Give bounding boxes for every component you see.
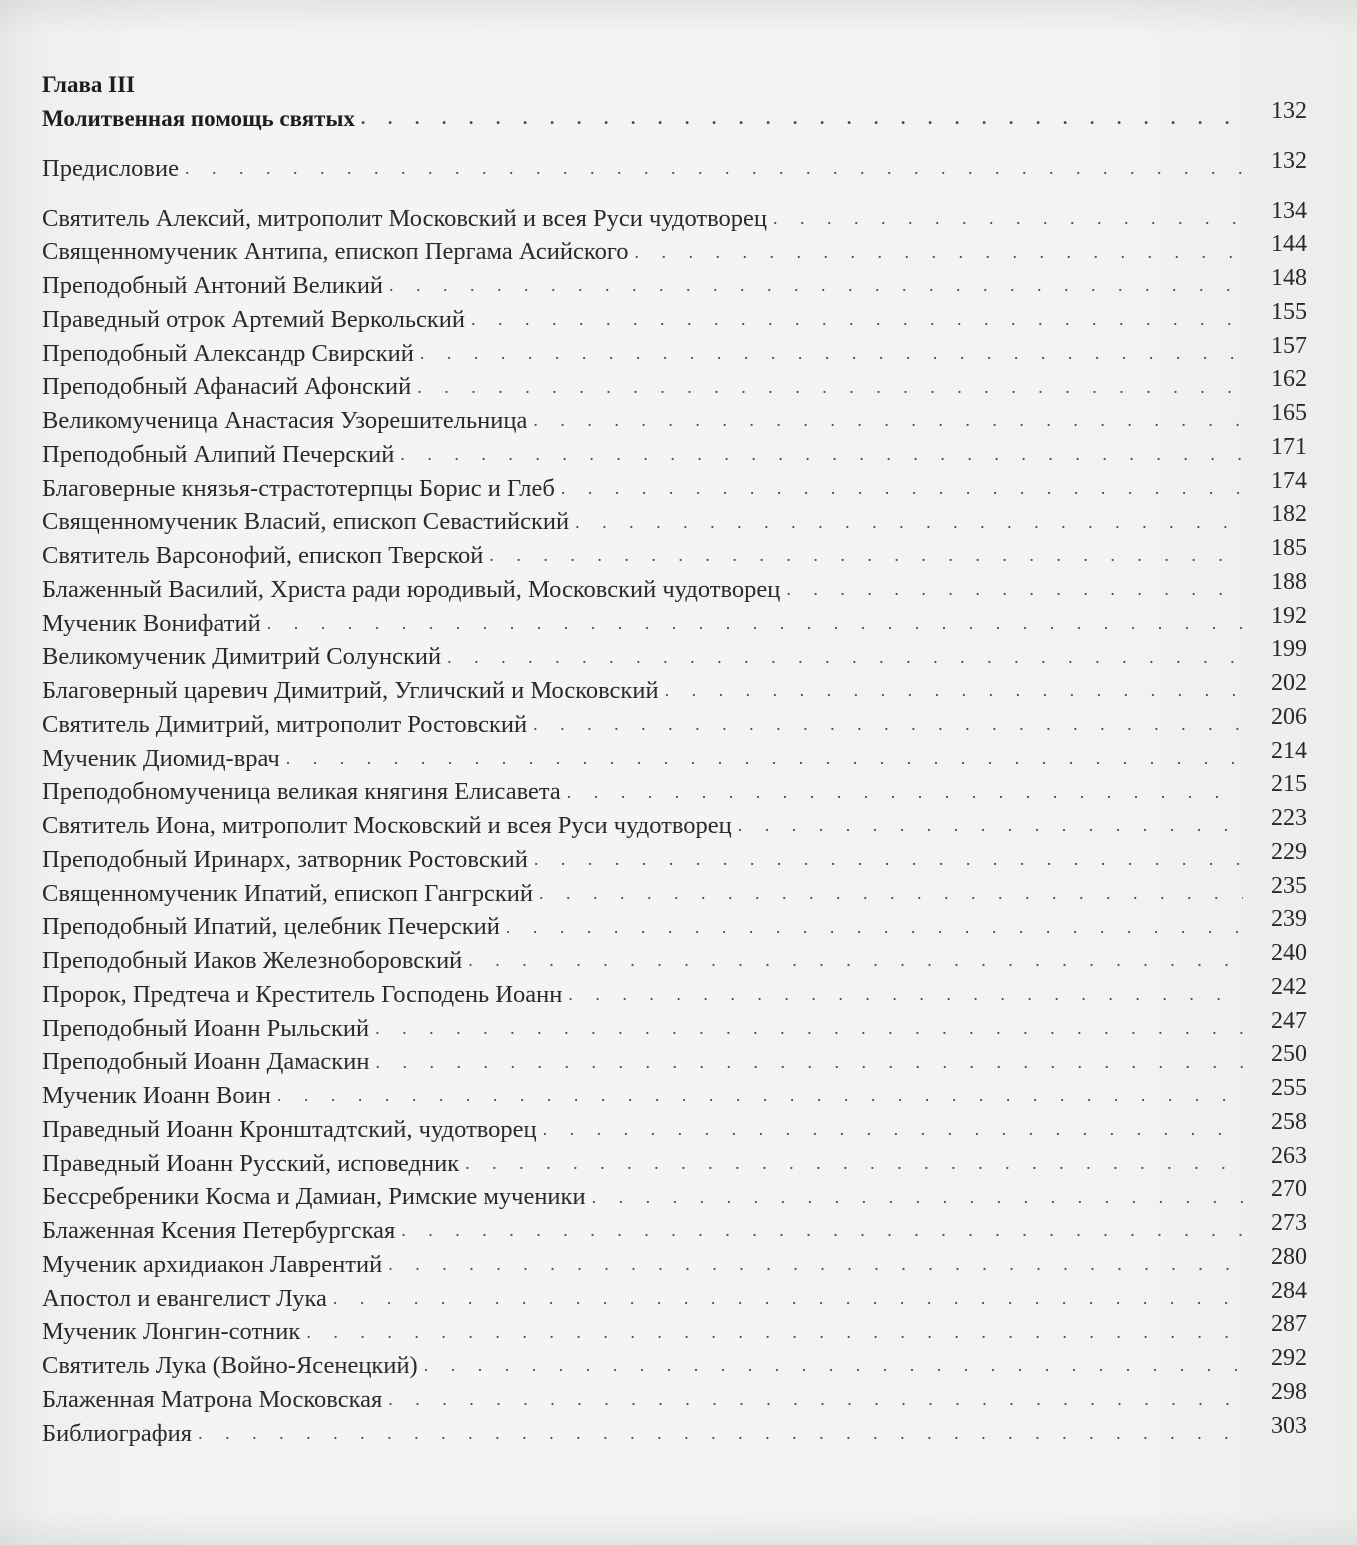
page-number: 287 [1271, 1311, 1307, 1338]
dot-leader [567, 776, 1243, 809]
entry-title: Преподобный Иоанн Дамаскин [42, 1048, 370, 1076]
entry-title: Мученик архидиакон Лаврентий [42, 1250, 383, 1278]
page-number: 134 [1271, 197, 1307, 224]
page-number: 162 [1271, 366, 1307, 393]
toc-entry [42, 197, 1307, 236]
toc-entry [42, 940, 1307, 978]
toc-entry [42, 771, 1307, 809]
entry-title: Священномученик Антипа, епископ Пергама Асийского [42, 238, 629, 266]
dot-leader [506, 911, 1243, 944]
dot-leader [575, 506, 1243, 539]
page-number: 284 [1271, 1277, 1307, 1304]
toc-entry [42, 467, 1307, 506]
page-number: 188 [1271, 568, 1307, 595]
page-number: 192 [1271, 602, 1307, 629]
toc-entry [42, 1412, 1307, 1451]
toc-entry [42, 298, 1307, 337]
page-number: 199 [1271, 636, 1307, 663]
page-number: 250 [1271, 1041, 1307, 1068]
toc-entry [42, 906, 1307, 944]
toc-entry [42, 501, 1307, 539]
dot-leader [424, 1349, 1243, 1382]
entry-title: Преподобный Иринарх, затворник Ростовский [42, 845, 528, 873]
entry-title: Праведный отрок Артемий Веркольский [42, 305, 466, 333]
page-number: 258 [1271, 1108, 1307, 1135]
dot-leader [361, 102, 1243, 135]
page-number: 132 [1271, 147, 1307, 174]
page-number: 155 [1271, 298, 1307, 325]
dot-leader [306, 1316, 1243, 1349]
entry-title: Блаженная Матрона Московская [42, 1385, 383, 1413]
page-number: 206 [1271, 703, 1307, 730]
entry-title: Пророк, Предтеча и Креститель Господень Иоанн [42, 980, 563, 1008]
dot-leader [185, 152, 1243, 185]
page-number: 182 [1271, 501, 1307, 528]
dot-leader [533, 708, 1243, 741]
dot-leader [561, 472, 1243, 505]
toc-entry [42, 568, 1307, 607]
dot-leader [400, 438, 1243, 471]
entry-title: Святитель Варсонофий, епископ Тверской [42, 542, 484, 569]
chapter-label: Глава III [42, 72, 135, 97]
toc-entry [42, 535, 1307, 573]
toc-entry [42, 1210, 1307, 1248]
entry-title: Священномученик Ипатий, епископ Гангрский [42, 879, 533, 907]
page-number: 239 [1271, 906, 1307, 933]
page-number: 144 [1271, 231, 1307, 258]
page-shadow-top [0, 0, 1357, 34]
dot-leader [568, 978, 1243, 1011]
toc-entry [42, 838, 1307, 877]
dot-leader [465, 1147, 1243, 1180]
dot-leader [267, 607, 1243, 640]
entry-title: Святитель Лука (Войно-Ясенецкий) [42, 1352, 418, 1379]
toc-entry [42, 703, 1307, 742]
toc-entry [42, 1041, 1307, 1079]
entry-title: Великомученица Анастасия Узорешительница [42, 407, 528, 434]
page-number: 165 [1271, 400, 1307, 426]
dot-leader [389, 269, 1243, 302]
entry-title: Великомученик Димитрий Солунский [42, 643, 442, 671]
entry-title: Преподобный Афанасий Афонский [42, 373, 412, 401]
dot-leader [333, 1282, 1243, 1315]
toc-entry [42, 636, 1307, 674]
dot-leader [534, 843, 1243, 876]
toc-entry [42, 872, 1307, 911]
dot-leader [786, 573, 1243, 606]
page-number: 270 [1271, 1176, 1307, 1203]
toc-entry [42, 265, 1307, 303]
page-number: 273 [1271, 1210, 1307, 1236]
dot-leader [388, 1248, 1243, 1281]
entry-title: Священномученик Власий, епископ Севастийский [42, 508, 570, 536]
page-number: 240 [1271, 940, 1307, 966]
toc-entry [42, 400, 1307, 438]
page-number: 148 [1271, 265, 1307, 291]
toc-entry [42, 805, 1307, 843]
toc-entry [42, 973, 1307, 1012]
entry-title: Мученик Лонгин-сотник [42, 1318, 301, 1346]
dot-leader [375, 1012, 1243, 1045]
page-number: 303 [1271, 1412, 1307, 1439]
page-number: 242 [1271, 973, 1307, 1000]
entry-title: Благоверные князья-страстотерпцы Борис и Глеб [42, 474, 555, 502]
entry-title: Апостол и евангелист Лука [42, 1284, 327, 1312]
toc-entry [42, 1108, 1307, 1147]
toc-entry [42, 1345, 1307, 1383]
entry-title: Святитель Димитрий, митрополит Ростовский [42, 710, 528, 738]
page-number: 132 [1271, 98, 1307, 124]
page-number: 235 [1271, 872, 1307, 899]
dot-leader [420, 337, 1243, 370]
entry-title: Святитель Иона, митрополит Московский и всея Руси чудотворец [42, 812, 732, 839]
page-number: 223 [1271, 805, 1307, 831]
entry-title: Преподобный Иоанн Рыльский [42, 1014, 370, 1042]
page-number: 171 [1271, 433, 1307, 460]
dot-leader [286, 742, 1243, 775]
table-of-contents [42, 68, 1307, 1450]
page-number: 280 [1271, 1243, 1307, 1270]
dot-leader [375, 1046, 1243, 1079]
entry-title: Мученик Иоанн Воин [42, 1082, 271, 1109]
page-number: 214 [1271, 737, 1307, 764]
dot-leader [635, 236, 1243, 269]
page-number: 157 [1271, 332, 1307, 359]
page-shadow-bottom [0, 1511, 1357, 1545]
page-number: 174 [1271, 467, 1307, 494]
toc-entry [42, 1277, 1307, 1316]
toc-entry [42, 231, 1307, 269]
entry-title: Блаженная Ксения Петербургская [42, 1217, 396, 1244]
entry-title: Преподобный Алипий Печерский [42, 440, 395, 468]
entry-title: Святитель Алексий, митрополит Московский и всея Руси чудотворец [42, 204, 768, 232]
page-number: 247 [1271, 1007, 1307, 1034]
chapter-title: Молитвенная помощь святых [42, 106, 355, 131]
preface-row [42, 147, 1307, 186]
entry-title: Блаженный Василий, Христа ради юродивый, Московский чудотворец [42, 575, 781, 603]
toc-entry [42, 433, 1307, 472]
page-number: 292 [1271, 1345, 1307, 1371]
dot-leader [489, 539, 1243, 572]
entry-title: Мученик Диомид-врач [42, 744, 280, 772]
entry-title: Благоверный царевич Димитрий, Угличский и Московский [42, 677, 659, 704]
entry-title: Преподобный Иаков Железноборовский [42, 947, 463, 974]
toc-entry [42, 670, 1307, 708]
dot-leader [665, 674, 1243, 707]
page-number: 255 [1271, 1075, 1307, 1101]
dot-leader [401, 1214, 1243, 1247]
page-number: 298 [1271, 1378, 1307, 1405]
toc-entry [42, 1007, 1307, 1046]
dot-leader [447, 641, 1243, 674]
entry-title: Преподобный Ипатий, целебник Печерский [42, 913, 500, 941]
dot-leader [277, 1079, 1243, 1112]
toc-entry [42, 1311, 1307, 1349]
preface-title: Предисловие [42, 154, 179, 182]
dot-leader [773, 202, 1243, 235]
dot-leader [198, 1417, 1243, 1450]
toc-entry [42, 332, 1307, 371]
entry-title: Праведный Иоанн Русский, исповедник [42, 1149, 460, 1177]
dot-leader [388, 1383, 1243, 1416]
dot-leader [417, 371, 1243, 404]
dot-leader [738, 809, 1243, 842]
dot-leader [471, 303, 1243, 336]
entry-title: Преподобномученица великая княгиня Елисавета [42, 778, 561, 806]
toc-entry [42, 1075, 1307, 1113]
dot-leader [592, 1181, 1243, 1214]
dot-leader [468, 944, 1243, 977]
entry-title: Бессребреники Косма и Дамиан, Римские мученики [42, 1183, 586, 1211]
dot-leader [533, 404, 1243, 437]
entry-title: Праведный Иоанн Кронштадтский, чудотворец [42, 1115, 537, 1143]
page-number: 229 [1271, 838, 1307, 865]
toc-entries-list [42, 197, 1307, 1451]
chapter-title-row [42, 98, 1307, 136]
toc-entry [42, 602, 1307, 641]
entry-title: Преподобный Антоний Великий [42, 272, 384, 299]
toc-entry [42, 1176, 1307, 1214]
page-number: 215 [1271, 771, 1307, 798]
entry-title: Библиография [42, 1419, 193, 1447]
toc-entry [42, 737, 1307, 776]
dot-leader [539, 877, 1243, 910]
toc-entry [42, 366, 1307, 404]
dot-leader [543, 1113, 1243, 1146]
page-number: 263 [1271, 1142, 1307, 1169]
toc-entry [42, 1142, 1307, 1181]
entry-title: Преподобный Александр Свирский [42, 339, 414, 367]
entry-title: Мученик Вонифатий [42, 609, 261, 637]
page-number: 202 [1271, 670, 1307, 696]
toc-entry [42, 1243, 1307, 1282]
page-number: 185 [1271, 535, 1307, 561]
toc-entry [42, 1378, 1307, 1417]
